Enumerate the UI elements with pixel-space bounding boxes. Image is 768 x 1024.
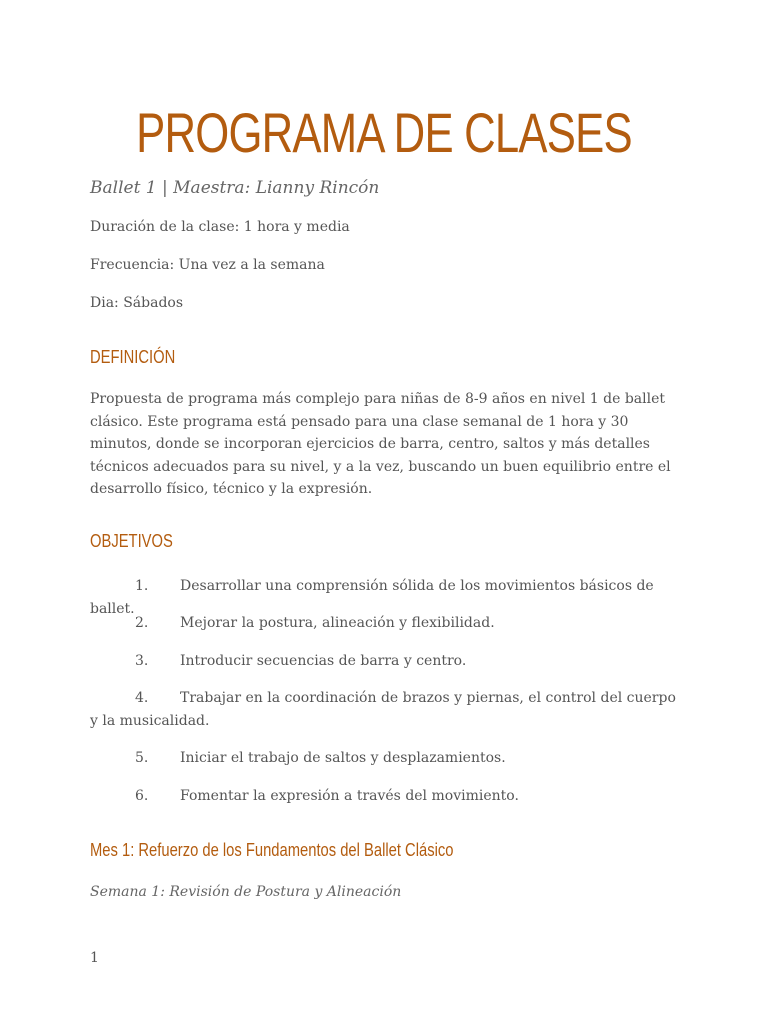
- page-title: PROGRAMA DE CLASES: [136, 101, 632, 164]
- objective-text: Fomentar la expresión a través del movimiento.: [180, 788, 519, 804]
- objective-text: Iniciar el trabajo de saltos y desplazamientos.: [180, 750, 506, 766]
- objective-text: Trabajar en la coordinación de brazos y piernas, el control del cuerpo y la musicalidad.: [90, 690, 676, 729]
- class-frequency: Frecuencia: Una vez a la semana: [90, 257, 325, 273]
- definition-paragraph: Propuesta de programa más complejo para niñas de 8-9 años en nivel 1 de ballet clásico. Este programa está pensado para una clase semanal de 1 hora y 30 minutos, donde se incorporan ejercicios de barra, centro, saltos y más detalles técnicos adecuados para su nivel, y a la vez, buscando un buen equilibrio entre el desarrollo físico, técnico y la expresión.: [90, 391, 671, 497]
- objective-number: 2.: [135, 615, 149, 631]
- class-day: Dia: Sábados: [90, 295, 184, 311]
- objective-number: 5.: [135, 750, 149, 766]
- objective-item: [90, 612, 680, 635]
- page-subtitle: Ballet 1 | Maestra: Lianny Rincón: [90, 178, 380, 198]
- page-number: 1: [90, 950, 99, 966]
- definition-heading: DEFINICIÓN: [90, 347, 176, 367]
- objective-item: [90, 650, 680, 673]
- objective-item: [90, 785, 680, 808]
- objective-number: 1.: [135, 578, 149, 594]
- objective-item: [90, 747, 680, 770]
- objective-number: 3.: [135, 653, 149, 669]
- objective-text: Introducir secuencias de barra y centro.: [180, 653, 467, 669]
- week-heading: Semana 1: Revisión de Postura y Alineación: [90, 884, 402, 900]
- month-heading: Mes 1: Refuerzo de los Fundamentos del Ballet Clásico: [90, 840, 454, 860]
- objective-number: 4.: [135, 690, 149, 706]
- objective-item: [90, 687, 680, 732]
- class-duration: Duración de la clase: 1 hora y media: [90, 219, 350, 235]
- objective-text: Mejorar la postura, alineación y flexibilidad.: [180, 615, 495, 631]
- objectives-heading: OBJETIVOS: [90, 531, 173, 551]
- objective-number: 6.: [135, 788, 149, 804]
- objective-text: Desarrollar una comprensión sólida de los movimientos básicos de ballet.: [90, 578, 654, 617]
